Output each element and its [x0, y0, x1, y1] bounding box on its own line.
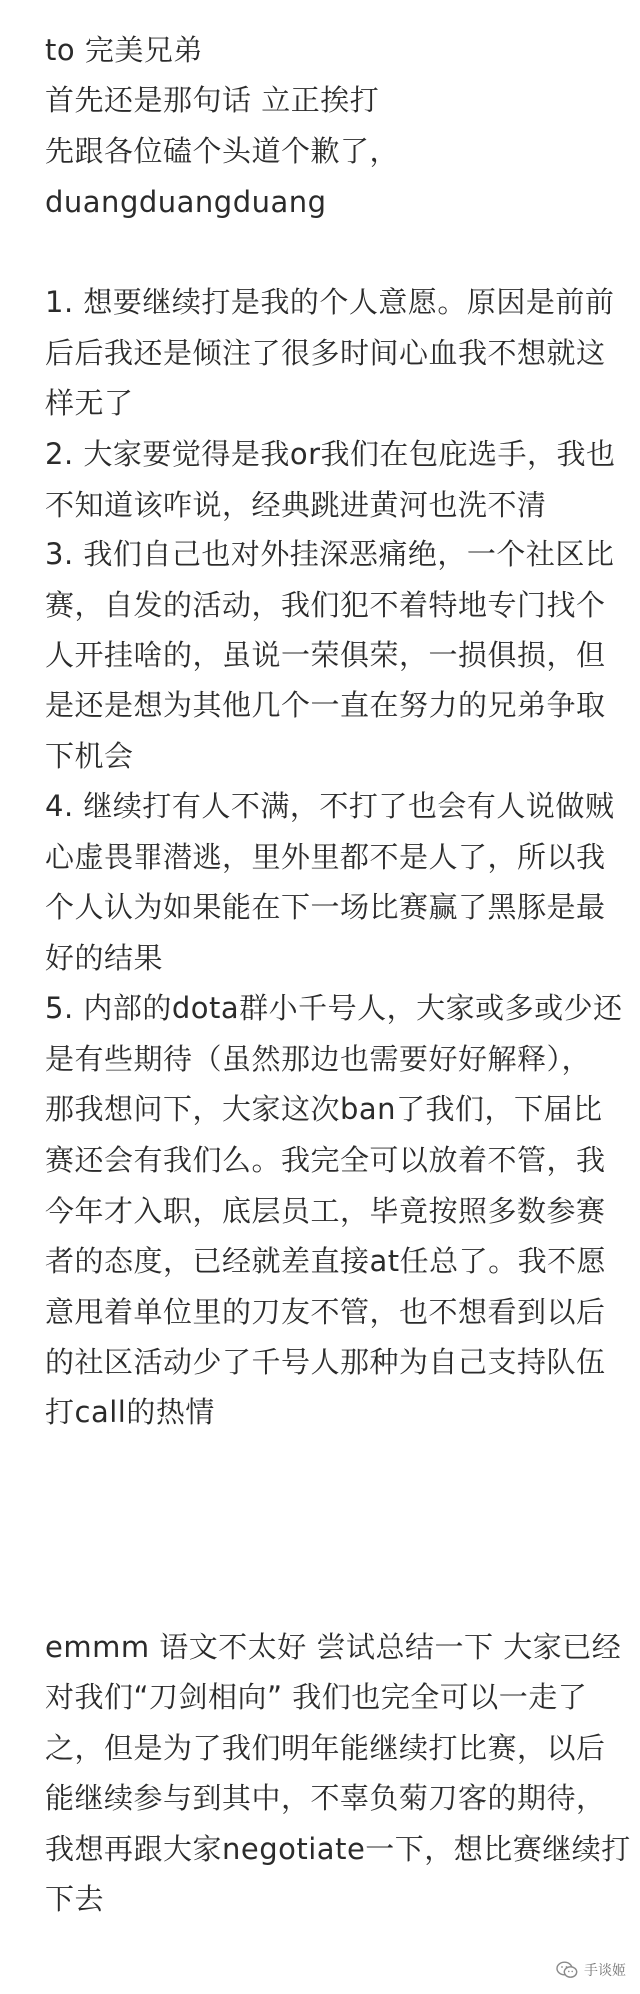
text-line: 不知道该咋说，经典跳进黄河也洗不清	[45, 488, 547, 522]
wechat-icon	[556, 1961, 578, 1979]
text-line: 样无了	[45, 386, 134, 420]
text-line: to 完美兄弟	[45, 33, 203, 67]
text-line: 下机会	[45, 739, 134, 773]
text-line: 首先还是那句话 立正挨打	[45, 83, 380, 117]
text-line: 之，但是为了我们明年能继续打比赛，以后	[45, 1731, 606, 1765]
text-line: 好的结果	[45, 941, 164, 975]
watermark	[556, 1960, 626, 1980]
text-line: 我想再跟大家negotiate一下，想比赛继续打	[45, 1832, 631, 1866]
text-line: 是有些期待（虽然那边也需要好好解释），	[45, 1042, 592, 1076]
text-line: 的社区活动少了千号人那种为自己支持队伍	[45, 1345, 606, 1379]
text-line: 下去	[45, 1882, 105, 1916]
text-line: 2. 大家要觉得是我or我们在包庇选手，我也	[45, 437, 616, 471]
watermark-text: 手谈姬	[584, 1963, 626, 1979]
text-line: 先跟各位磕个头道个歉了，	[45, 134, 400, 168]
text-line: 5. 内部的dota群小千号人，大家或多或少还	[45, 991, 623, 1025]
text-line: 对我们“刀剑相向” 我们也完全可以一走了	[45, 1680, 588, 1714]
text-line: 者的态度，已经就差直接at任总了。我不愿	[45, 1244, 607, 1278]
text-line: 今年才入职，底层员工，毕竟按照多数参赛	[45, 1194, 606, 1228]
text-line: 赛还会有我们么。我完全可以放着不管，我	[45, 1143, 606, 1177]
text-line: 4. 继续打有人不满，不打了也会有人说做贼	[45, 789, 615, 823]
text-line: 心虚畏罪潜逃，里外里都不是人了，所以我	[45, 840, 606, 874]
text-line: 人开挂啥的，虽说一荣俱荣，一损俱损，但	[45, 638, 606, 672]
text-line: 3. 我们自己也对外挂深恶痛绝，一个社区比	[45, 537, 615, 571]
text-line: 意甩着单位里的刀友不管，也不想看到以后	[45, 1295, 606, 1329]
text-line: emmm 语文不太好 尝试总结一下 大家已经	[45, 1630, 622, 1664]
text-line: 后后我还是倾注了很多时间心血我不想就这	[45, 336, 606, 370]
text-line: 1. 想要继续打是我的个人意愿。原因是前前	[45, 285, 615, 319]
text-line: 赛，自发的活动，我们犯不着特地专门找个	[45, 588, 606, 622]
text-line: 那我想问下，大家这次ban了我们，下届比	[45, 1092, 603, 1126]
text-line: 打call的热情	[45, 1395, 215, 1429]
text-line: duangduangduang	[45, 185, 327, 219]
text-line: 是还是想为其他几个一直在努力的兄弟争取	[45, 688, 606, 722]
text-line: 个人认为如果能在下一场比赛赢了黑豚是最	[45, 890, 606, 924]
text-line: 能继续参与到其中，不辜负菊刀客的期待，	[45, 1781, 606, 1815]
